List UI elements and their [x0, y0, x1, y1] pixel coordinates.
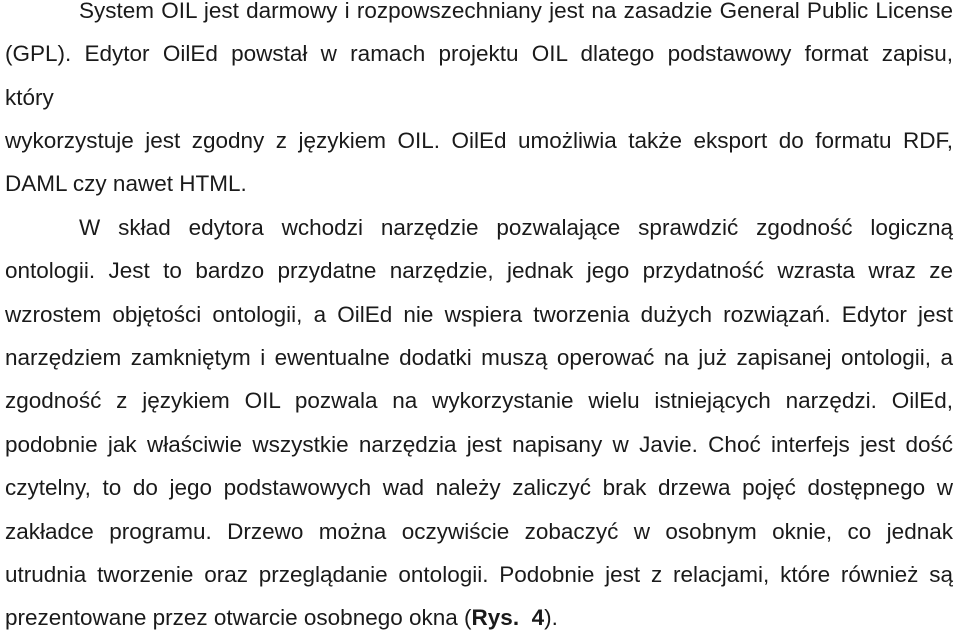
paragraph2-line9: utrudnia tworzenie oraz przeglądanie ontologii. Podobnie jest z relacjami, które również są [5, 562, 953, 587]
figure-reference-number: 4 [531, 605, 545, 630]
figure-reference-space [519, 605, 532, 630]
paragraph2-line4: narzędziem zamkniętym i ewentualne dodatki muszą operować na już zapisanej ontologii, a [5, 345, 953, 370]
paragraph2-line8: zakładce programu. Drzewo można oczywiście zobaczyć w osobnym oknie, co jednak [5, 519, 953, 544]
paragraph2-line10-suffix: ). [544, 605, 558, 630]
paragraph2-line10 [5, 603, 558, 633]
paragraph2-line10-prefix: prezentowane przez otwarcie osobnego okna ( [5, 605, 472, 630]
figure-reference-label: Rys. [471, 605, 520, 630]
paragraph1-line3: który [5, 85, 54, 110]
paragraph2-line1: W skład edytora wchodzi narzędzie pozwalające sprawdzić zgodność logiczną [79, 215, 953, 240]
paragraph2-line5: zgodność z językiem OIL pozwala na wykorzystanie wielu istniejących narzędzi. OilEd, [5, 388, 953, 413]
paragraph2-line7: czytelny, to do jego podstawowych wad należy zaliczyć brak drzewa pojęć dostępnego w [5, 475, 953, 500]
paragraph1-line5: DAML czy nawet HTML. [5, 171, 247, 196]
paragraph2-line3: wzrostem objętości ontologii, a OilEd nie wspiera tworzenia dużych rozwiązań. Edytor jest [5, 302, 953, 327]
paragraph2-line6: podobnie jak właściwie wszystkie narzędzia jest napisany w Javie. Choć interfejs jest dość [5, 432, 953, 457]
paragraph2-line2: ontologii. Jest to bardzo przydatne narzędzie, jednak jego przydatność wzrasta wraz ze [5, 258, 953, 283]
paragraph1-line1: System OIL jest darmowy i rozpowszechniany jest na zasadzie General Public License [79, 0, 953, 23]
paragraph1-line4: wykorzystuje jest zgodny z językiem OIL. OilEd umożliwia także eksport do formatu RDF, [5, 128, 953, 153]
paragraph1-line2: (GPL). Edytor OilEd powstał w ramach projektu OIL dlatego podstawowy format zapisu, [5, 41, 953, 66]
